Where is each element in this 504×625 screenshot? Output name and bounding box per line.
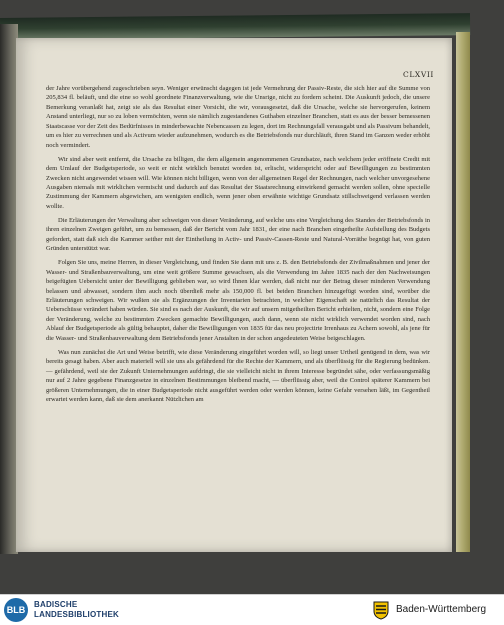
- footer-bar: [0, 594, 504, 625]
- paragraph-5: Was nun zunächst die Art und Weise betrifft, wie diese Veränderung eingeführt worden will, so liegt unser Urtheil genügend in dem, was wir bereits gesagt haben. Aber auch materiell will sie uns als gefährdend für die Rechte der Kammern, und als überflüssig für die Regierung bedünken. — gefährdend, weil sie der Zukunft Unternehmungen aufdringt, die sie vielleicht nicht in ihrem Interesse begründet sähe, oder verfassungsmäßig nur auf 2 Jahre gegebene Finanzgesetze in einzelnen Bestimmungen bleibend macht, — überflüssig aber, weil die Control späterer Kammern bei größeren Unternehmungen, die in einer Budgetsperiode nicht ausgeführt werden oder werden können, keine Gefahr versehen läßt, im Gegentheil erwartet werden kann, daß sie dem anerkannt Nützlichen am: [46, 348, 430, 404]
- book-page: [16, 38, 452, 552]
- library-name[interactable]: [34, 600, 119, 620]
- page-number: CLXVII: [403, 70, 434, 79]
- baden-wuerttemberg-emblem-icon: [372, 600, 390, 620]
- paragraph-4: Folgen Sie uns, meine Herren, in dieser Vergleichung, und finden Sie dann mit uns z. B. den Betriebsfonds der Zivilmaßnahmen und jener der Wasser- und Straßenbauverwaltung, um eine weit größere Summe gewachsen, als die Verwendung im Jahre 1835 nach der den Nachweisungen beigefügten Uebersicht unter der Bewilligung geblieben war, so wird Ihnen klar werden, daß nicht nur der Betrag dieser minderen Verwendung belassen und abwasset, sondern ihm auch noch überdieß mehr als 150,000 fl. bei beiden Branchen hinzugefügt worden sind, worüber die Erläuterungen schweigen. Wir wußten sie als Ergänzungen der Inventarien betrachten, in welcher Eigenschaft sie natürlich das Resultat der Ueberschüsse verändert haben würden. Sie sind es nach der Auskunft, die wir auf unsern mitgetheilten Bericht erhielten, nicht, sondern eine Folge der Veränderung, welche zu bestimmten Zwecken gemachte Bewilligungen, auch dann, wenn sie nicht wirklich verwendet worden sind, nach Ablauf der Budgetsperiode als gültig behauptet, daher die Bewilligungen von 1835 für das neu projectirte Irrenhaus zu Achern sowohl, als jene für die Wasser- und Straßenbauverwaltung dem Betriebsfonds jener Anstalten in der schon angedeuteten Weise beigeschlagen.: [46, 259, 430, 342]
- library-name-line2: LANDESBIBLIOTHEK: [34, 610, 119, 619]
- paragraph-2: Wir sind aber weit entfernt, die Ursache zu billigen, die dem allgemein angenommenen Grundsatze, nach welchem jeder eröffnete Credit mit dem Umlauf der Budgetsperiode, so weit er nicht wirklich benutzt worden ist, erlischt, widerspricht oder auf Bewilligungen zu bestimmten Zwecken nicht angewendet wissen will. Wie können nicht billigen, wenn von der allgemeinen Regel der Rechnungen, nach welcher unvorgesehene Ausgaben niemals mit wirklichen vermischt und dadurch auf das Resultat der Staatsrechnung einwirkend gemacht werden sollen, ohne specielle Zustimmung der Kammern abgewichen, am wenigsten endlich, wenn jener oben erwähnte wichtige Grundsatz stillschweigend verlassen werden wollte.: [46, 155, 430, 210]
- paragraph-3: Die Erläuterungen der Verwaltung aber schweigen von dieser Veränderung, auf welche uns eine Vergleichung des Standes der Betriebsfonds in ihren einzelnen Zweigen geführt, um zu bemessen, daß der Bericht vom Jahr 1831, der eine nach Branchen eingetheilte Aufstellung des Budgets gefordert, statt daß sich die Kammer seither mit der Eintheilung in Activ- und Passiv-Cassen-Reste und Natural-Vorräthe begnügt hat, von guten Gründen unterstützt war.: [46, 216, 430, 253]
- book-page-edges: [456, 32, 470, 552]
- library-name-line1: BADISCHE: [34, 600, 78, 609]
- state-name[interactable]: Baden-Württemberg: [396, 604, 487, 615]
- paragraph-1: der Jahre vorübergehend zugeschrieben seyn. Weniger erwünscht dagegen ist jede Vermehrung der Passiv-Reste, die sich hier auf die Summe von 205,834 fl. beläuft, und die eine so wohl geordnete Finanzverwaltung, wie die Unsrige, nicht zu fordern scheint. Die Auskunft jedoch, die unsere Bemerkung veranlaßt hat, zeigt sie als das Resultat einer Vorsicht, die wir, vorausgesetzt, daß die Ursache, welche sie hervorgerufen, keinem Anstand unterliegt, nur so zu loben vermöchten, wenn sie nämlich zugestandenes Guthaben einzelner Branchen, statt es aus der besser bemessenen Staatscasse vor der Zeit des Bedürfnisses in minderbewachte Nebencassen zu legen, dort im Rechnungsfall verausgabt und als Passivum behandelt, um es hier zu verrechnen und als Activum wieder aufzunehmen, wodurch es die Betriebsfonds nur durchläuft, ihren Stand im Ganzen weder erhöht noch vermindert.: [46, 85, 430, 149]
- book-cover-top: [0, 13, 470, 40]
- blb-logo-icon[interactable]: BLB: [4, 598, 28, 622]
- page-text: [46, 84, 430, 409]
